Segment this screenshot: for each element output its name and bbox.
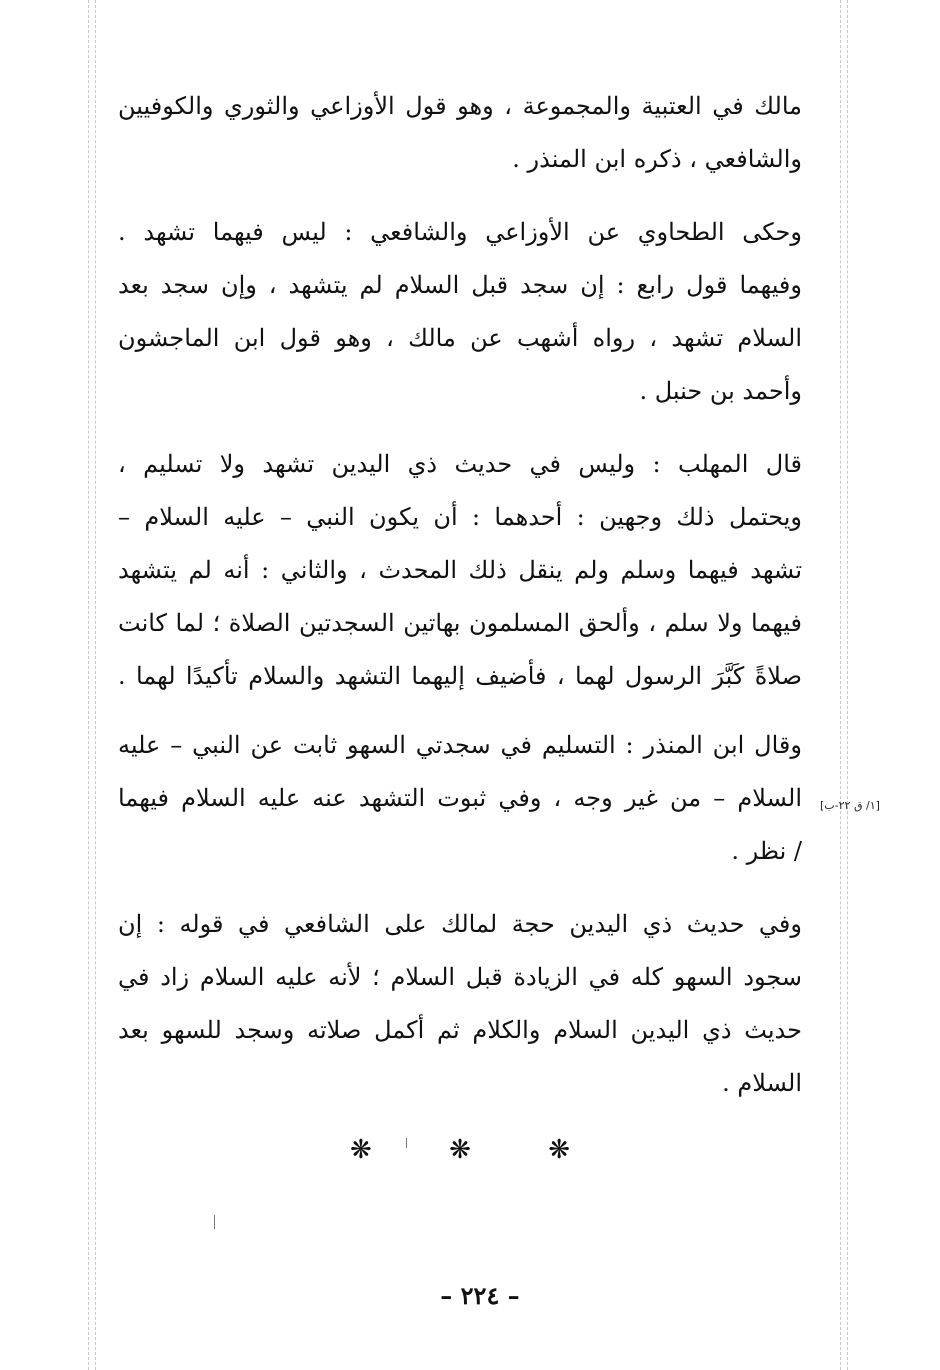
left-margin-guide-secondary [95, 0, 96, 1370]
left-margin-guide [88, 0, 89, 1370]
text-line: السلام تشهد ، رواه أشهب عن مالك ، وهو قول ابن الماجشون [118, 324, 802, 352]
asterism-icon: ❋ [350, 1135, 372, 1165]
paragraph-1 [118, 80, 802, 186]
asterism-icon: ❋ [449, 1135, 471, 1165]
text-line: صلاةً كَبَّرَ الرسول لهما ، فأضيف إليهما التشهد والسلام تأكيدًا لهما . [118, 662, 802, 690]
paragraph-3 [118, 438, 802, 703]
text-line: السلام – من غير وجه ، وفي ثبوت التشهد عنه عليه السلام فيهما [118, 784, 802, 812]
text-line: وفيهما قول رابع : إن سجد قبل السلام لم يتشهد ، وإن سجد بعد [118, 271, 802, 299]
paragraph-4 [118, 719, 802, 878]
asterism-icon: ❋ [548, 1135, 570, 1165]
paragraph-5 [118, 898, 802, 1110]
scan-mark [214, 1215, 215, 1229]
right-margin-guide [840, 0, 841, 1370]
text-line: وأحمد بن حنبل . [639, 377, 802, 405]
arabic-text-body [118, 80, 802, 1130]
text-line: حديث ذي اليدين السلام والكلام ثم أكمل صلاته وسجد للسهو بعد [118, 1016, 802, 1044]
text-line: السلام . [722, 1069, 802, 1097]
text-line: مالك في العتبية والمجموعة ، وهو قول الأوزاعي والثوري والكوفيين [118, 92, 802, 120]
text-line: وحكى الطحاوي عن الأوزاعي والشافعي : ليس فيهما تشهد . [118, 218, 802, 246]
text-line: تشهد فيهما وسلم ولم ينقل ذلك المحدث ، والثاني : أنه لم يتشهد [118, 556, 802, 584]
text-line: وقال ابن المنذر : التسليم في سجدتي السهو ثابت عن النبي – عليه [118, 731, 802, 759]
right-margin-guide-secondary [847, 0, 848, 1370]
paragraph-2 [118, 206, 802, 418]
page-number: – ٢٢٤ – [440, 1281, 520, 1310]
text-line: / نظر . [731, 837, 802, 865]
text-line: فيهما ولا سلم ، وألحق المسلمون بهاتين السجدتين الصلاة ؛ لما كانت [118, 609, 802, 637]
text-line: وفي حديث ذي اليدين حجة لمالك على الشافعي في قوله : إن [118, 910, 802, 938]
text-line: والشافعي ، ذكره ابن المنذر . [512, 145, 802, 173]
text-line: قال المهلب : وليس في حديث ذي اليدين تشهد ولا تسليم ، [118, 450, 802, 478]
text-line: ويحتمل ذلك وجهين : أحدهما : أن يكون النبي – عليه السلام – [118, 503, 802, 531]
section-separator [350, 1130, 570, 1170]
manuscript-reference: [١/ ق ٢٢-ب] [820, 799, 880, 812]
text-line: سجود السهو كله في الزيادة قبل السلام ؛ لأنه عليه السلام زاد في [118, 963, 802, 991]
